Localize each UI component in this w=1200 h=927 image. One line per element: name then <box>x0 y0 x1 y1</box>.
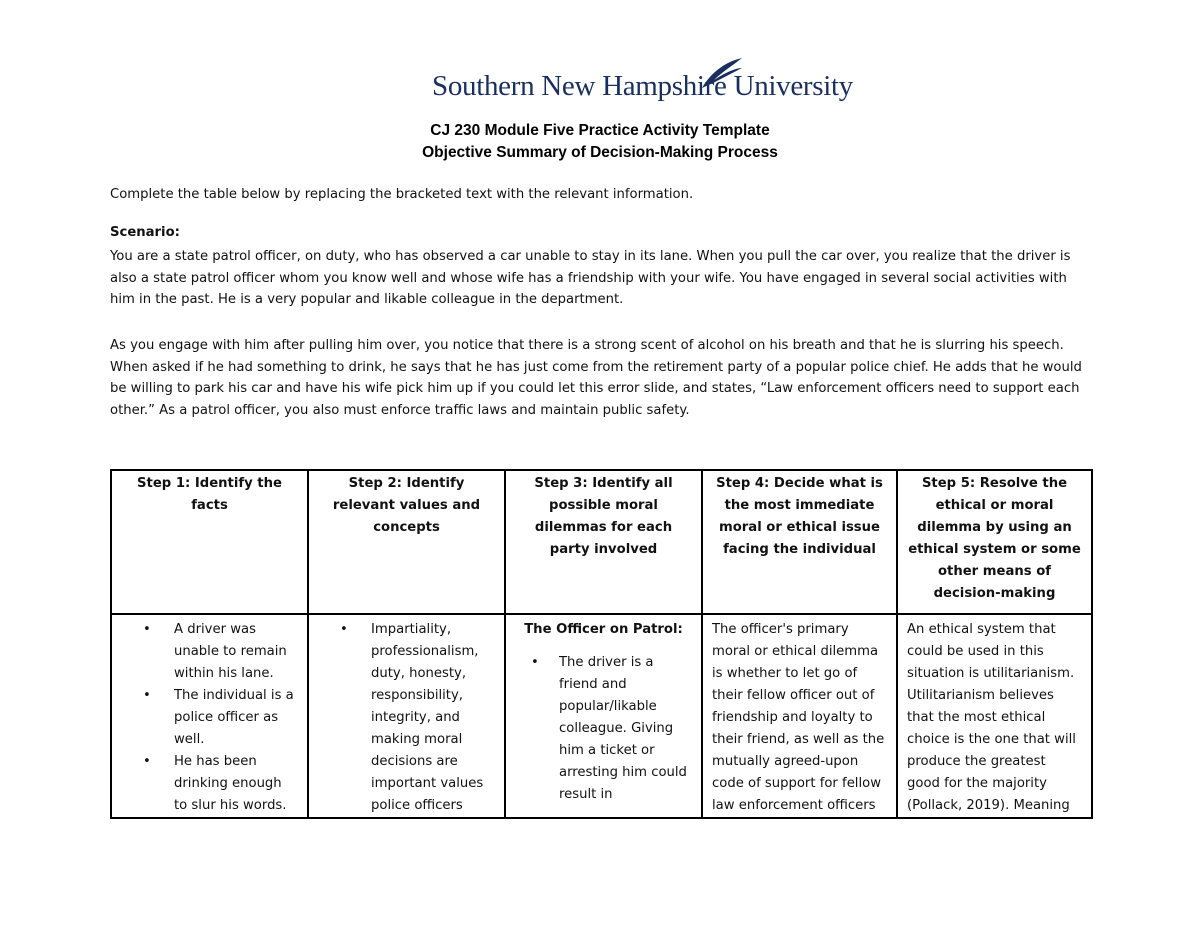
header-step-4: Step 4: Decide what is the most immediate moral or ethical issue facing the individual <box>702 470 897 614</box>
list-item: • A driver was unable to remain within his lane. <box>121 619 298 685</box>
scenario-paragraph-2: As you engage with him after pulling him over, you notice that there is a strong scent of alcohol on his breath and that he is slurring his speech. When asked if he had something to drink, he says that he has just come from the retirement party of a popular police chief. He adds that he would be willing to park his car and have his wife pick him up if you could let this error slide, and states, “Law enforcement officers need to support each other.” As a patrol officer, you also must enforce traffic laws and maintain public safety. <box>110 338 1082 419</box>
list-item: • He has been drinking enough to slur his words. <box>121 751 298 817</box>
page-title: CJ 230 Module Five Practice Activity Template <box>430 122 770 139</box>
feather-swoosh-icon <box>696 56 744 90</box>
party-heading: The Officer on Patrol: <box>524 622 683 637</box>
table-row <box>111 614 1092 818</box>
cell-step-1[interactable] <box>111 614 308 818</box>
instructions-text: Complete the table below by replacing the bracketed text with the relevant information. <box>110 187 694 202</box>
cell-step-5[interactable]: An ethical system that could be used in this situation is utilitarianism. Utilitarianism believes that the most ethical choice is the one that will produce the greatest good for the majority (Pollack, 2019). Meaning <box>897 614 1092 818</box>
list-item: • The driver is a friend and popular/likable colleague. Giving him a ticket or arresting him could result in <box>515 652 692 806</box>
list-item: • The individual is a police officer as well. <box>121 685 298 751</box>
header-step-2: Step 2: Identify relevant values and concepts <box>308 470 505 614</box>
dilemmas-list <box>515 652 692 806</box>
cell-step-3[interactable] <box>505 614 702 818</box>
scenario-label: Scenario: <box>110 225 180 240</box>
decision-steps-table <box>110 469 1093 819</box>
cell-step-4[interactable]: The officer's primary moral or ethical dilemma is whether to let go of their fellow officer out of friendship and loyalty to their friend, as well as the mutually agreed-upon code of support for fellow law enforcement officers <box>702 614 897 818</box>
header-step-3: Step 3: Identify all possible moral dilemmas for each party involved <box>505 470 702 614</box>
page-subtitle: Objective Summary of Decision-Making Process <box>422 144 778 161</box>
university-logo <box>432 56 853 106</box>
logo-wordmark: Southern New Hampshire University <box>432 70 853 102</box>
header-step-1: Step 1: Identify the facts <box>111 470 308 614</box>
values-list <box>318 619 495 817</box>
cell-step-2[interactable] <box>308 614 505 818</box>
scenario-paragraph-1: You are a state patrol officer, on duty, who has observed a car unable to stay in its lane. When you pull the car over, you realize that the driver is also a state patrol officer whom you know well and whose wife has a friendship with your wife. You have engaged in several social activities with him in the past. He is a very popular and likable colleague in the department. <box>110 249 1071 308</box>
list-item: • Impartiality, professionalism, duty, honesty, responsibility, integrity, and making moral decisions are important values police officers <box>318 619 495 817</box>
facts-list <box>121 619 298 817</box>
table-header-row <box>111 470 1092 614</box>
header-step-5: Step 5: Resolve the ethical or moral dilemma by using an ethical system or some other means of decision-making <box>897 470 1092 614</box>
